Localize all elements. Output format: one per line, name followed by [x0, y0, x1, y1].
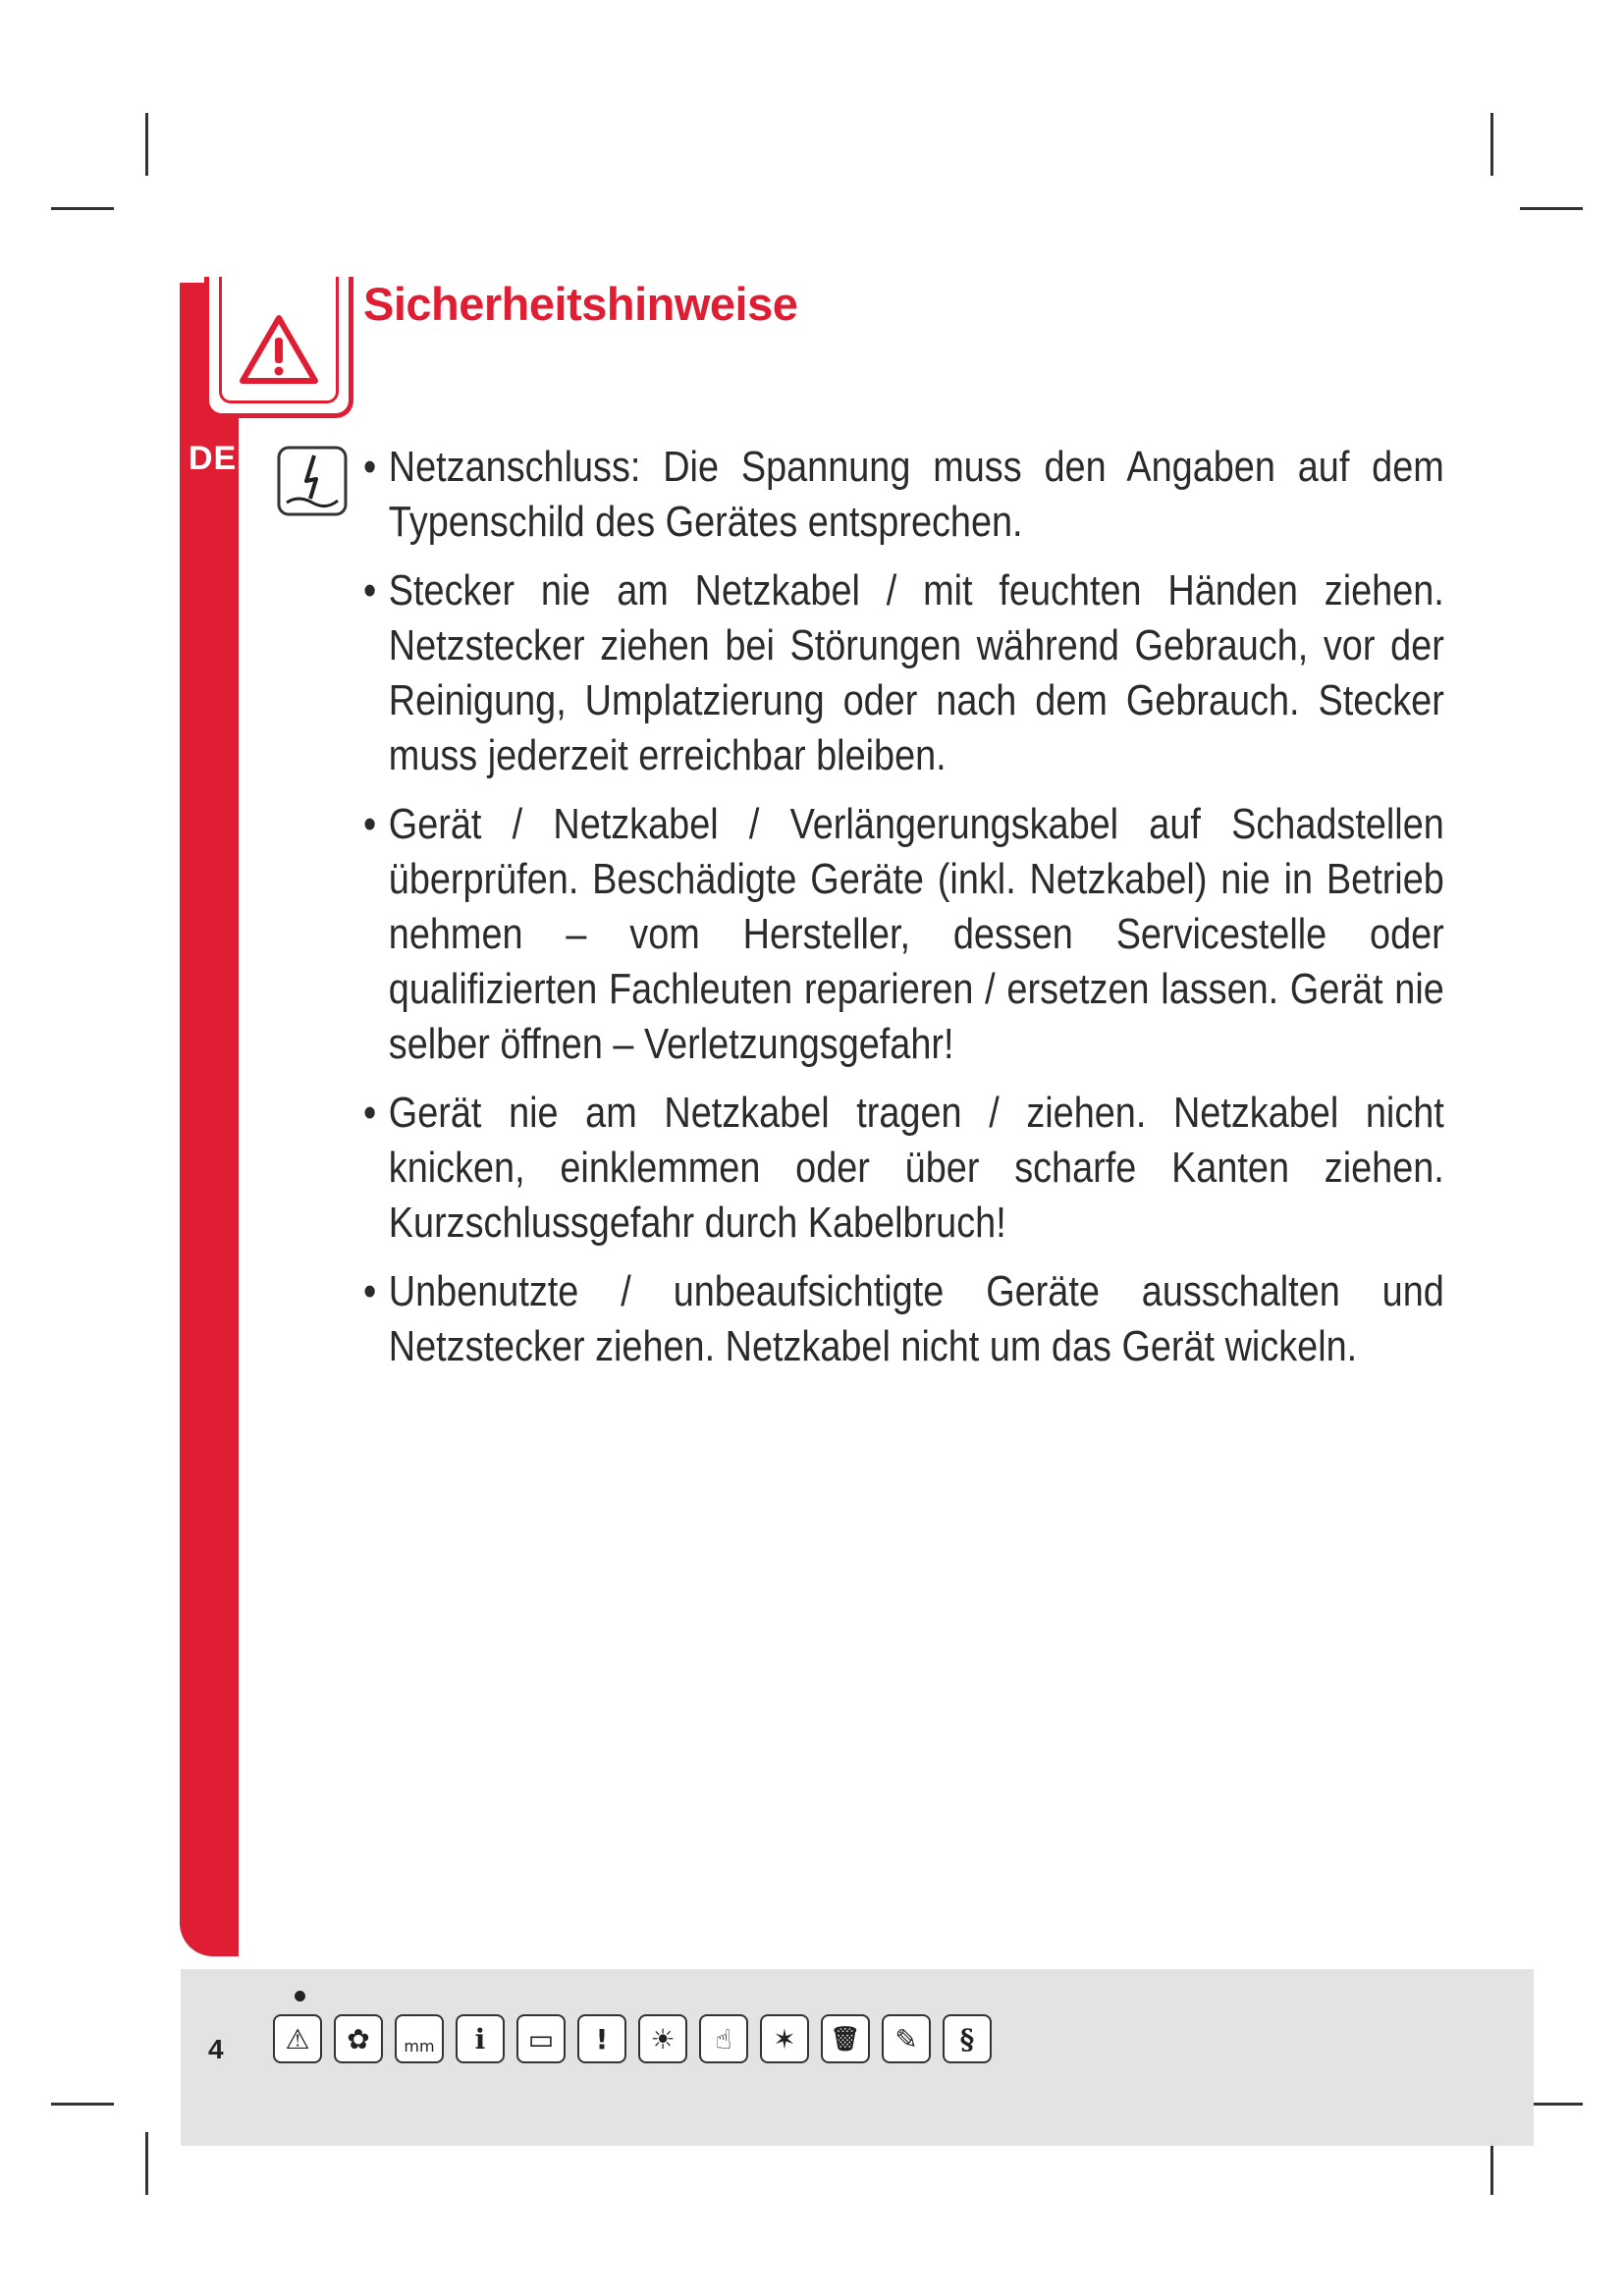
crop-mark	[1490, 113, 1493, 176]
list-item: • Gerät nie am Netzkabel tragen / ziehen. Netzkabel nicht knicken, einklemmen oder über scharfe Kanten ziehen. Kurzschlussgefahr durch Kabelbruch!	[363, 1089, 1444, 1247]
list-item-text: Gerät nie am Netzkabel tragen / ziehen. Netzkabel nicht knicken, einklemmen oder über scharfe Kanten ziehen. Kurzschlussgefahr durch Kabelbruch!	[388, 1089, 1444, 1247]
snowflake-icon[interactable]: ✶	[760, 2014, 809, 2063]
safety-instructions-list	[363, 440, 1444, 1388]
battery-icon[interactable]: ▭	[516, 2014, 566, 2063]
lightbulb-icon[interactable]: ☀	[638, 2014, 687, 2063]
page-number: 4	[208, 2034, 224, 2064]
crop-mark	[51, 207, 114, 210]
warning-triangle-icon[interactable]: ⚠	[273, 2014, 322, 2063]
ruler-mm-icon[interactable]: mm	[395, 2014, 444, 2063]
list-item: • Stecker nie am Netzkabel / mit feuchten Händen ziehen. Netzstecker ziehen bei Störungen während Gebrauch, vor der Reinigung, Umplatzierung oder nach dem Gebrauch. Stecker muss jederzeit erreichbar bleiben.	[363, 566, 1444, 779]
active-section-indicator	[295, 1991, 305, 2002]
list-item-text: Unbenutzte / unbeaufsichtigte Geräte ausschalten und Netzstecker ziehen. Netzkabel nicht um das Gerät wickeln.	[388, 1267, 1444, 1370]
crop-mark	[145, 2132, 148, 2195]
crop-mark	[145, 113, 148, 176]
thumbs-up-icon[interactable]: ☝	[699, 2014, 748, 2063]
paragraph-icon[interactable]: §	[943, 2014, 992, 2063]
list-item: • Gerät / Netzkabel / Verlängerungskabel auf Schadstellen überprüfen. Beschädigte Geräte (inkl. Netzkabel) nie in Betrieb nehmen – vom Hersteller, dessen Servicestelle oder qualifizierten Fachleuten reparieren / ersetzen lassen. Gerät nie selber öffnen – Verletzungsgefahr!	[363, 800, 1444, 1068]
warning-badge	[204, 277, 353, 418]
list-item: • Unbenutzte / unbeaufsichtigte Geräte ausschalten und Netzstecker ziehen. Netzkabel nicht um das Gerät wickeln.	[363, 1267, 1444, 1370]
section-icon-row	[273, 2014, 992, 2063]
electric-shock-icon	[275, 444, 350, 518]
pencil-icon[interactable]: ✎	[882, 2014, 931, 2063]
list-item-text: Netzanschluss: Die Spannung muss den Angaben auf dem Typenschild des Gerätes entsprechen.	[388, 443, 1444, 546]
side-accent-bar	[180, 283, 239, 1956]
list-item-text: Gerät / Netzkabel / Verlängerungskabel auf Schadstellen überprüfen. Beschädigte Geräte (inkl. Netzkabel) nie in Betrieb nehmen – vom Hersteller, dessen Servicestelle oder qualifizierten Fachleuten reparieren / ersetzen lassen. Gerät nie selber öffnen – Verletzungsgefahr!	[388, 800, 1444, 1068]
warning-triangle-icon	[239, 314, 319, 385]
crop-mark	[1520, 207, 1583, 210]
language-label: DE	[189, 440, 238, 477]
info-icon[interactable]: i	[456, 2014, 505, 2063]
list-item: • Netzanschluss: Die Spannung muss den Angaben auf dem Typenschild des Gerätes entsprechen.	[363, 443, 1444, 546]
exclamation-icon[interactable]: !	[577, 2014, 626, 2063]
eco-flower-icon[interactable]: ✿	[334, 2014, 383, 2063]
list-item-text: Stecker nie am Netzkabel / mit feuchten Händen ziehen. Netzstecker ziehen bei Störungen während Gebrauch, vor der Reinigung, Umplatzierung oder nach dem Gebrauch. Stecker muss jederzeit erreichbar bleiben.	[388, 566, 1444, 779]
page-title: Sicherheitshinweise	[363, 278, 798, 330]
trash-bin-icon[interactable]: 🗑	[821, 2014, 870, 2063]
crop-mark	[51, 2103, 114, 2106]
